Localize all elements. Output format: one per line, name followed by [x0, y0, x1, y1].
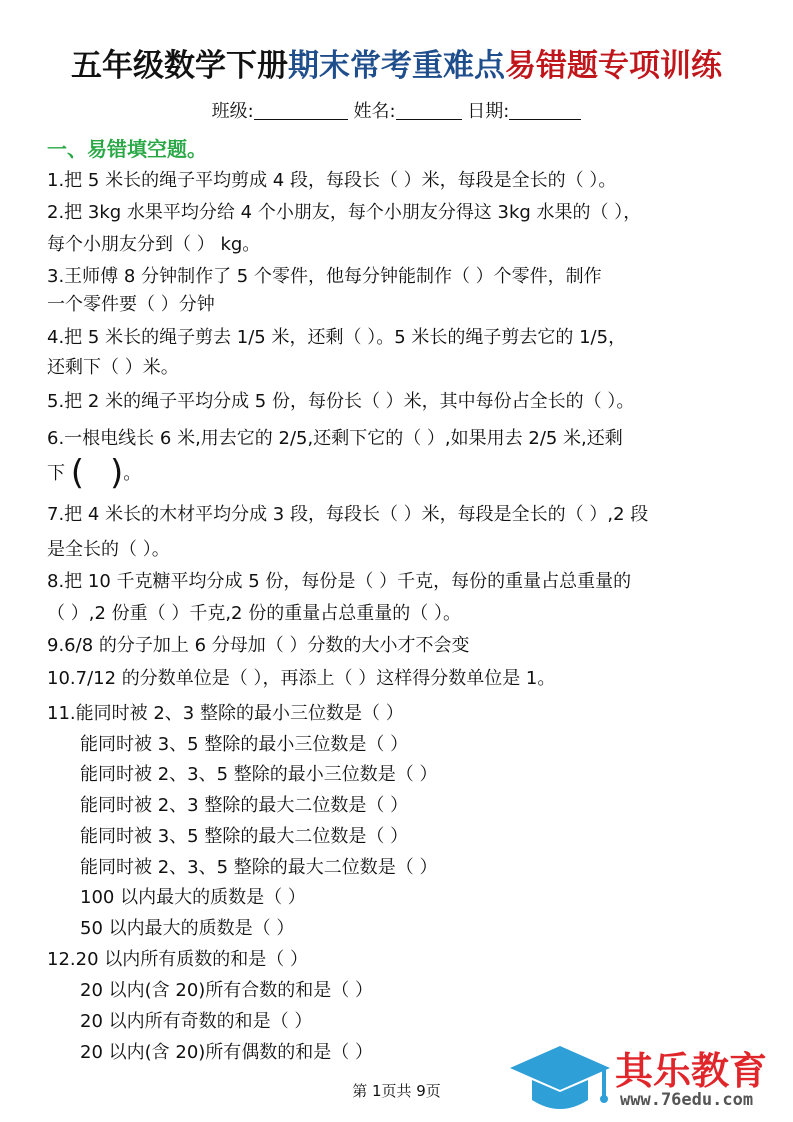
class-blank [254, 101, 348, 120]
class-label: 班级: [211, 101, 254, 122]
question-line: 还剩下（ ）米。 [47, 357, 179, 378]
question-line: 7.把 4 米长的木材平均分成 3 段，每段长（ ）米，每段是全长的（ ）,2 段 [47, 504, 649, 525]
sub-question-line: 能同时被 2、3、5 整除的最大二位数是（ ） [80, 857, 438, 878]
big-paren-open: ( [70, 453, 84, 493]
title-part-2: 期末常考重难点 [288, 48, 505, 84]
question-line: 6.一根电线长 6 米,用去它的 2/5,还剩下它的（ ）,如果用去 2/5 米,还剩 [47, 428, 623, 449]
question-line: 4.把 5 米长的绳子剪去 1/5 米，还剩（ ）。5 米长的绳子剪去它的 1/5， [47, 327, 627, 348]
sub-question-line: 能同时被 3、5 整除的最小三位数是（ ） [80, 734, 409, 755]
sub-question-line: 能同时被 2、3 整除的最大二位数是（ ） [80, 795, 409, 816]
question-line: 12.20 以内所有质数的和是（ ） [47, 949, 308, 970]
question-line: 3.王师傅 8 分钟制作了 5 个零件，他每分钟能制作（ ）个零件，制作 [47, 266, 602, 287]
section-heading: 一、易错填空题。 [47, 137, 207, 161]
question-line: 是全长的（ ）。 [47, 539, 170, 560]
sub-question-line: 20 以内所有奇数的和是（ ） [80, 1011, 313, 1032]
line6-start: 下 [47, 463, 65, 484]
page-number: 第 1页共 9页 [352, 1082, 441, 1100]
question-line: 每个小朋友分到（ ） kg。 [47, 234, 261, 255]
logo-text: 其乐教育 [615, 1049, 768, 1093]
question-line: 2.把 3kg 水果平均分给 4 个小朋友，每个小朋友分得这 3kg 水果的（ ）， [47, 202, 642, 223]
question-line: 5.把 2 米的绳子平均分成 5 份，每份长（ ）米，其中每份占全长的（ ）。 [47, 391, 635, 412]
question-line: 11.能同时被 2、3 整除的最小三位数是（ ） [47, 703, 404, 724]
big-paren-close: ) [110, 453, 124, 493]
sub-question-line: 能同时被 3、5 整除的最大二位数是（ ） [80, 826, 409, 847]
sub-question-line: 20 以内(含 20)所有合数的和是（ ） [80, 980, 374, 1001]
sub-question-line: 20 以内(含 20)所有偶数的和是（ ） [80, 1042, 374, 1063]
sub-question-line: 能同时被 2、3、5 整除的最小三位数是（ ） [80, 764, 438, 785]
logo-url: www.76edu.com [620, 1090, 754, 1110]
date-blank [509, 101, 581, 120]
question-line: 8.把 10 千克糖平均分成 5 份，每份是（ ）千克，每份的重量占总重量的 [47, 571, 632, 592]
sub-question-line: 100 以内最大的质数是（ ） [80, 887, 306, 908]
question-line: 10.7/12 的分数单位是（ ），再添上（ ）这样得分数单位是 1。 [47, 668, 556, 689]
page-title [0, 40, 793, 85]
student-info-row [0, 97, 793, 123]
name-blank [396, 101, 462, 120]
question-line-continued [47, 453, 142, 493]
title-part-1: 五年级数学下册 [71, 48, 288, 84]
date-label: 日期: [467, 101, 510, 122]
name-label: 姓名: [353, 101, 396, 122]
question-line: （ ）,2 份重（ ）千克,2 份的重量占总重量的（ ）。 [47, 603, 461, 624]
sub-question-line: 50 以内最大的质数是（ ） [80, 918, 295, 939]
line6-end: 。 [123, 463, 142, 484]
graduation-cap-icon [508, 1042, 612, 1122]
question-line: 一个零件要（ ）分钟 [47, 294, 215, 315]
question-line: 1.把 5 米长的绳子平均剪成 4 段，每段长（ ）米，每段是全长的（ ）。 [47, 170, 617, 191]
title-part-3: 易错题专项训练 [505, 48, 722, 84]
question-line: 9.6/8 的分子加上 6 分母加（ ）分数的大小才不会变 [47, 635, 470, 656]
